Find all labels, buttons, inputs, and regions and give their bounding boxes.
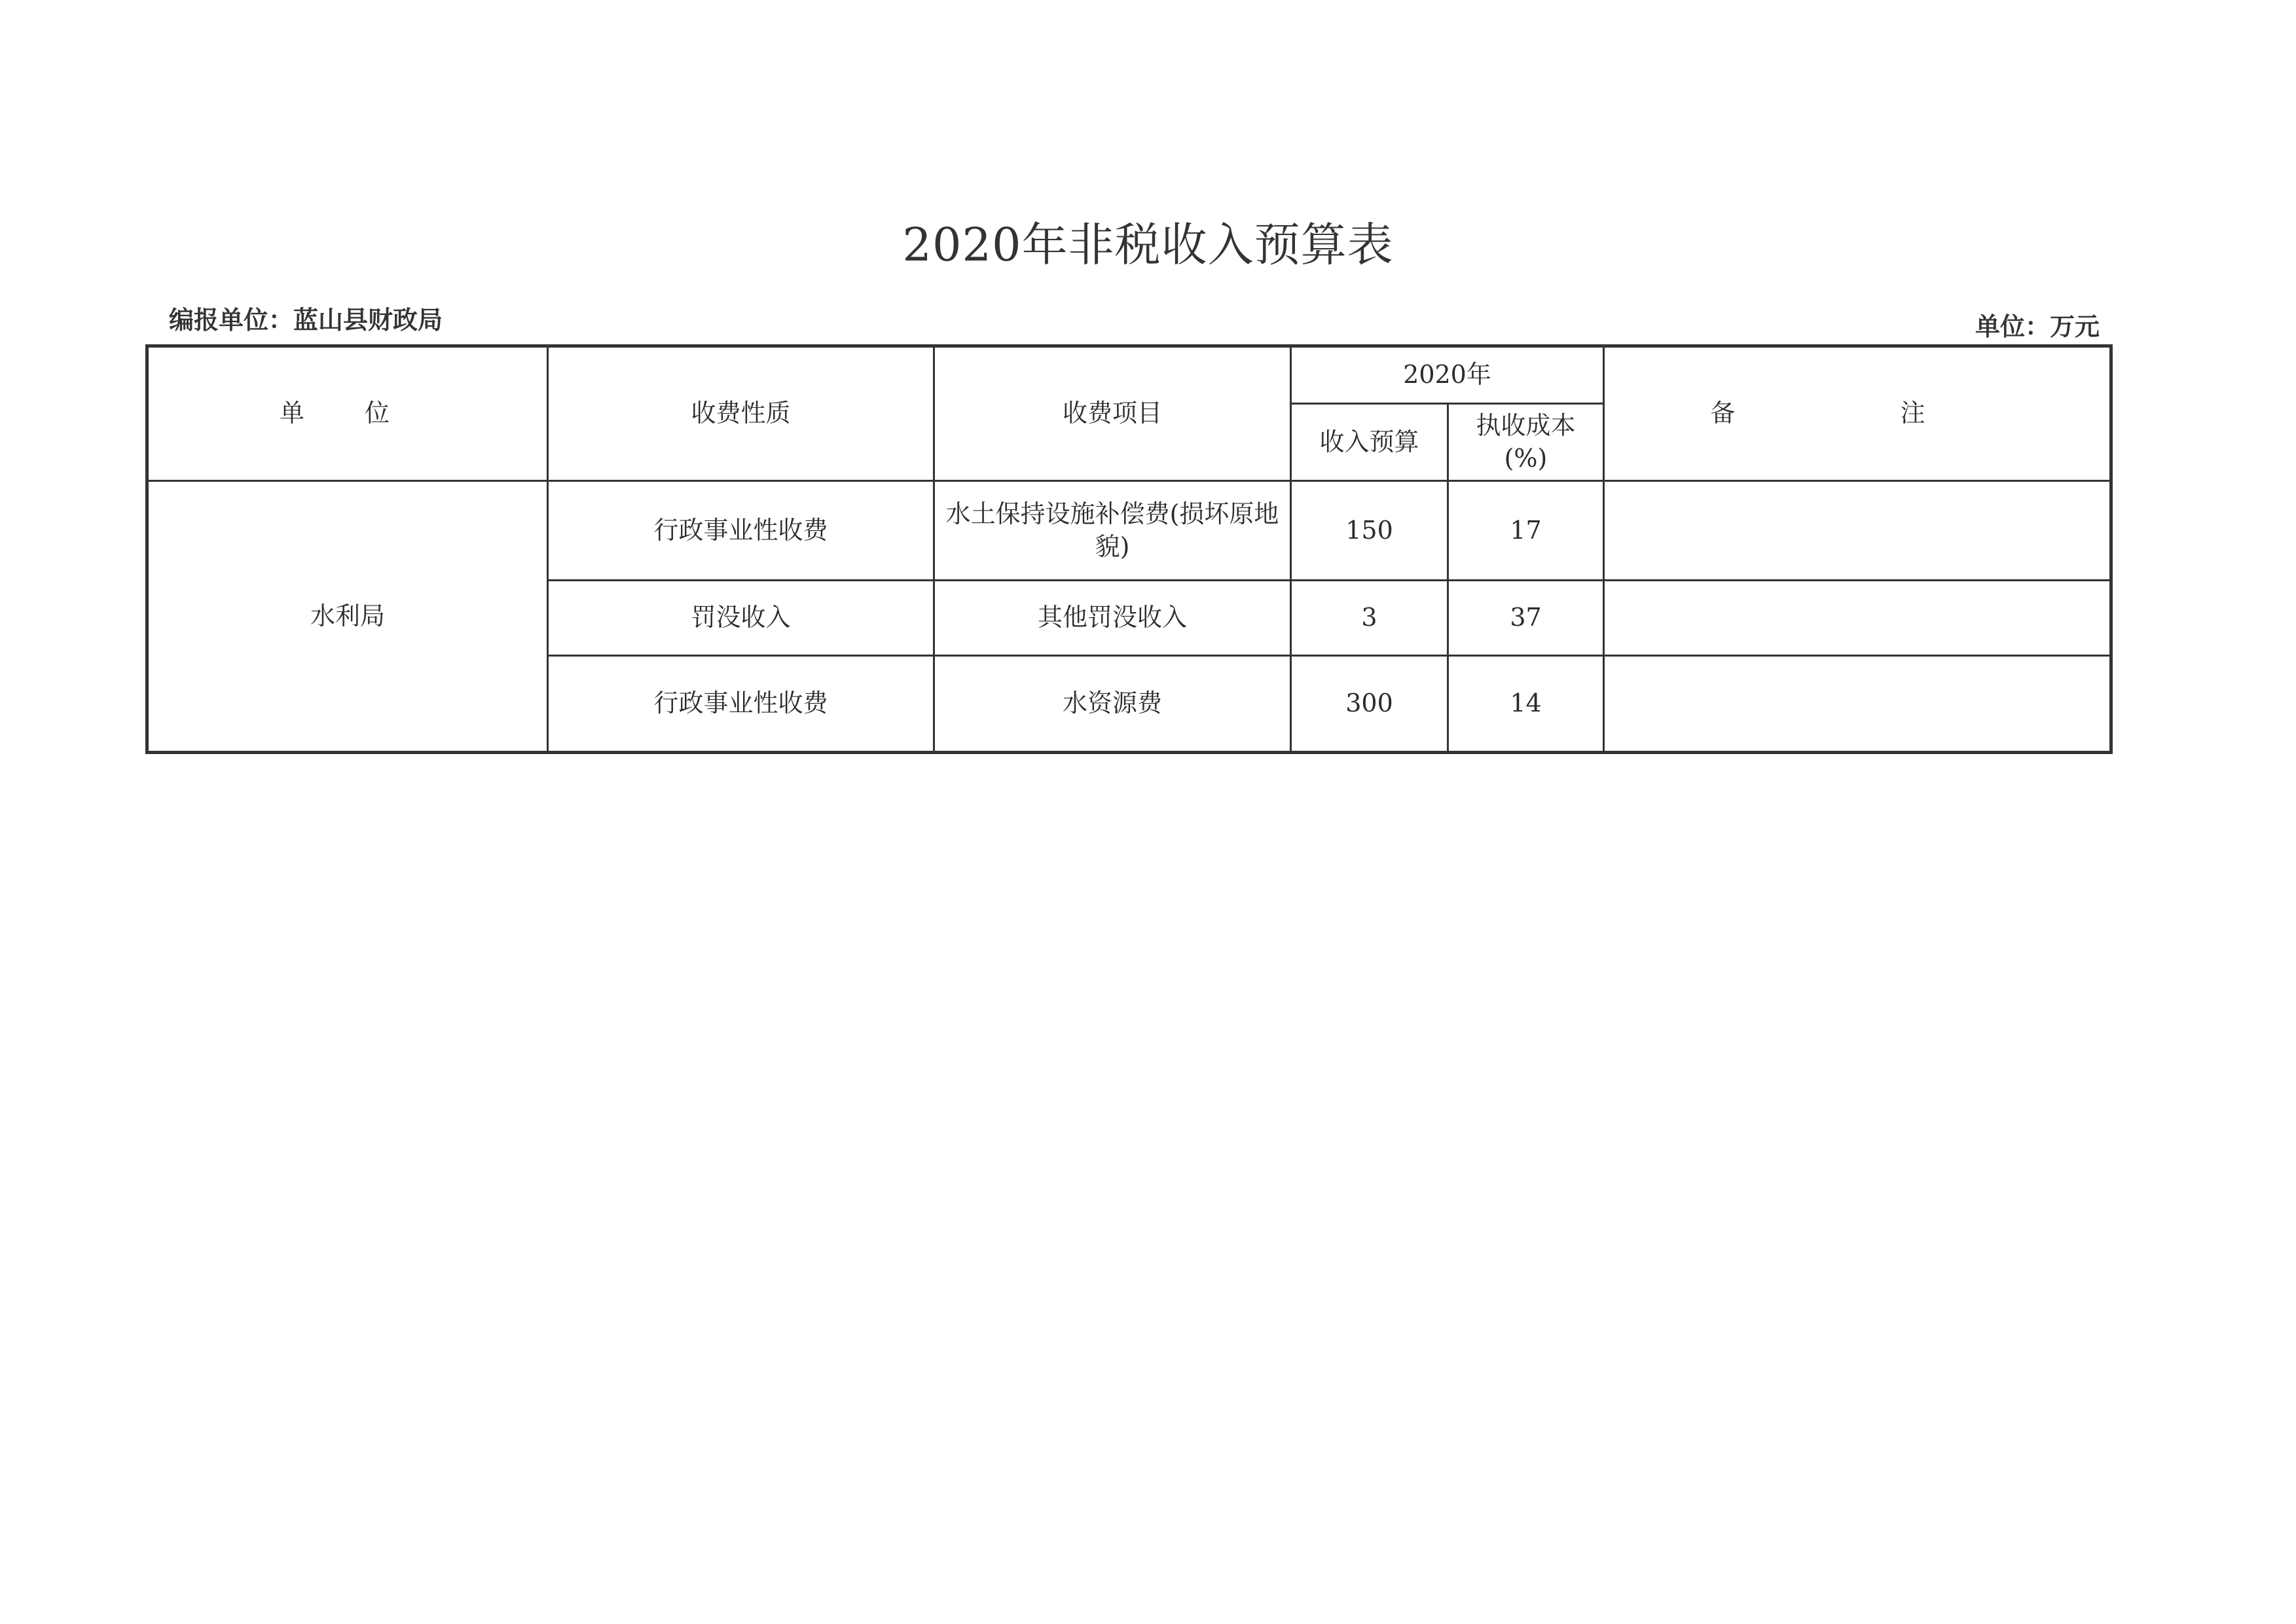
- fee-nature-cell: 罚没收入: [548, 581, 934, 656]
- reporting-unit-label: 编报单位：蓝山县财政局: [169, 306, 443, 334]
- header-unit: 单 位: [147, 346, 548, 481]
- header-fee-item: 收费项目: [934, 346, 1291, 481]
- fee-item-cell: 水资源费: [934, 656, 1291, 753]
- currency-unit-label: 单位：万元: [1975, 312, 2100, 341]
- unit-cell: 水利局: [147, 481, 548, 753]
- budget-table: [145, 344, 2113, 754]
- header-income-budget: 收入预算: [1291, 404, 1448, 481]
- header-year: 2020年: [1291, 346, 1604, 404]
- remark-cell: [1604, 656, 2111, 753]
- table-header-row: [147, 346, 2111, 404]
- income-budget-cell: 3: [1291, 581, 1448, 656]
- fee-nature-cell: 行政事业性收费: [548, 481, 934, 581]
- header-remark: 备 注: [1604, 346, 2111, 481]
- income-budget-cell: 150: [1291, 481, 1448, 581]
- remark-cell: [1604, 481, 2111, 581]
- header-collection-cost-label: 执收成本: [1476, 411, 1576, 441]
- income-budget-cell: 300: [1291, 656, 1448, 753]
- header-collection-cost-unit: (%): [1504, 443, 1548, 473]
- header-collection-cost: [1448, 404, 1604, 481]
- fee-nature-cell: 行政事业性收费: [548, 656, 934, 753]
- header-fee-nature: 收费性质: [548, 346, 934, 481]
- table-row: [147, 481, 2111, 581]
- fee-item-cell: 水土保持设施补偿费(损坏原地貌): [934, 481, 1291, 581]
- page-title: 2020年非税收入预算表: [902, 218, 1394, 272]
- collection-cost-cell: 14: [1448, 656, 1604, 753]
- collection-cost-cell: 37: [1448, 581, 1604, 656]
- collection-cost-cell: 17: [1448, 481, 1604, 581]
- fee-item-cell: 其他罚没收入: [934, 581, 1291, 656]
- remark-cell: [1604, 581, 2111, 656]
